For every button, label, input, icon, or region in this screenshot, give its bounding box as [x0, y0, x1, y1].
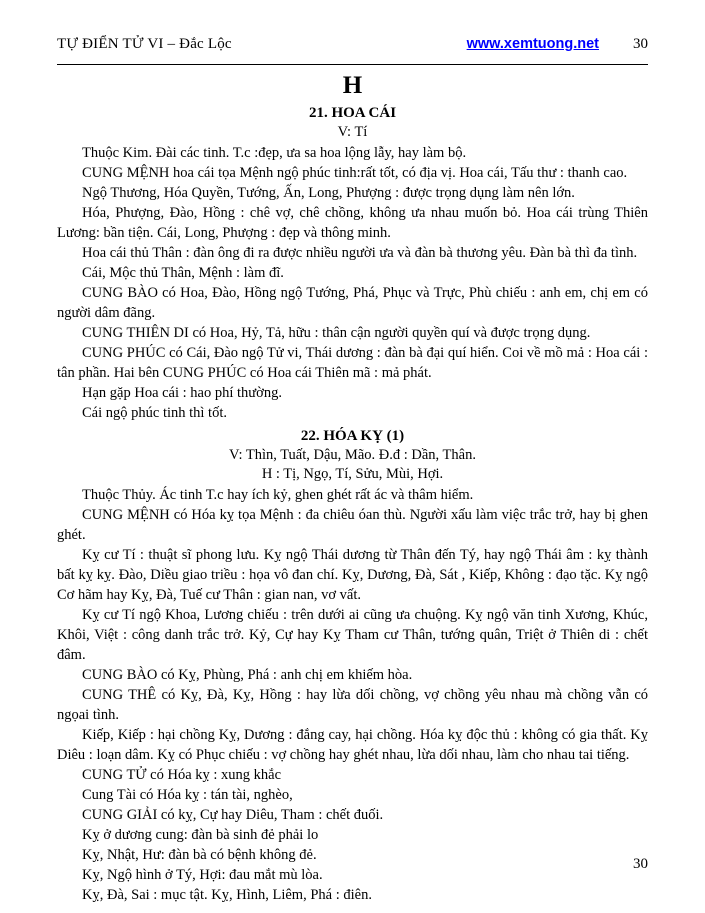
- entry-paragraph: Cung Tài có Hóa kỵ : tán tài, nghèo,: [82, 786, 293, 803]
- entry-paragraph: Kỵ, Nhật, Hư: đàn bà có bệnh không đẻ.: [82, 846, 317, 863]
- entry-paragraph: CUNG MỆNH hoa cái tọa Mệnh ngộ phúc tinh:rất tốt, có địa vị. Hoa cái, Tấu thư : thanh cao.: [82, 164, 628, 181]
- entry-paragraph: Thuộc Kim. Đài các tinh. T.c :đẹp, ưa sa hoa lộng lẫy, hay làm bộ.: [82, 144, 467, 161]
- entry-paragraph: CUNG BÀO có Hoa, Đào, Hồng ngộ Tướng, Phá, Phục và Trực, Phù chiếu : anh em, chị em có người dâm đãng.: [57, 284, 648, 321]
- entry-sublines: [57, 446, 648, 485]
- entry-paragraph: Cái, Mộc thủ Thân, Mệnh : làm đĩ.: [82, 264, 284, 281]
- page-header: [57, 36, 648, 53]
- entry-paragraph: CUNG PHÚC có Cái, Đào ngộ Tử vi, Thái dương : đàn bà đại quí hiển. Coi về mồ mả : Hoa cái : tân phần. Hai bên CUNG PHÚC có Hoa cái Thiên mã : mả phát.: [57, 344, 648, 381]
- entry-paragraph: CUNG THIÊN DI có Hoa, Hỷ, Tả, hữu : thân cận người quyền quí và được trọng dụng.: [82, 324, 591, 341]
- entry-paragraph: Hạn gặp Hoa cái : hao phí thường.: [82, 384, 282, 401]
- entry-paragraph: Kỵ, Ngộ hình ở Tý, Hợi: đau mắt mù lòa.: [82, 866, 323, 883]
- entry-paragraph: CUNG BÀO có Kỵ, Phùng, Phá : anh chị em khiếm hòa.: [82, 666, 413, 683]
- entry-heading: 22. HÓA KỴ (1): [300, 427, 405, 444]
- entry-paragraph: Cái ngộ phúc tinh thì tốt.: [82, 404, 227, 421]
- entry-paragraph: CUNG MỆNH có Hóa kỵ tọa Mệnh : đa chiêu óan thù. Người xấu làm việc trắc trở, hay bị ghen ghét.: [57, 506, 648, 543]
- entry-paragraph: CUNG GIẢI có kỵ, Cự hay Diêu, Tham : chết đuối.: [82, 806, 384, 823]
- entry-sublines: [57, 123, 648, 143]
- entry-paragraph: Ngộ Thương, Hóa Quyền, Tướng, Ấn, Long, Phượng : được trọng dụng làm nên lớn.: [82, 184, 575, 201]
- entry-paragraph: Hoa cái thủ Thân : đàn ông đi ra được nhiều người ưa và đàn bà thương yêu. Đàn bà thì đa tình.: [82, 244, 638, 261]
- dictionary-entry: [57, 104, 648, 423]
- header-right: [467, 36, 648, 53]
- entry-paragraphs: [57, 143, 648, 423]
- entry-subline: V: Thìn, Tuất, Dậu, Mão. Đ.đ : Dần, Thân.: [229, 446, 476, 463]
- entry-subline: H : Tị, Ngọ, Tí, Sửu, Mùi, Hợi.: [261, 466, 444, 482]
- header-divider: [57, 64, 648, 65]
- header-page-number: 30: [633, 36, 648, 52]
- entry-paragraph: Kiếp, Kiếp : hại chồng Kỵ, Dương : đắng cay, hại chồng. Hóa kỵ độc thủ : không có gia thất. Kỵ Diêu : loạn dâm. Kỵ có Phục chiếu : vợ chồng hay ghét nhau, lừa dối nhau, làm cho nhau tai tiếng.: [57, 726, 648, 763]
- website-link[interactable]: www.xemtuong.net: [466, 36, 599, 52]
- entry-subline: V: Tí: [337, 124, 368, 140]
- entry-paragraph: Kỵ cư Tí ngộ Khoa, Lương chiếu : trên dưới ai cũng ưa chuộng. Kỵ ngộ văn tinh Xương, Khúc, Khôi, Việt : công danh trắc trở. Kỷ, Cự hay Kỵ Tham cư Thân, tướng quân, Triệt ở Thiên di : chết đâm.: [57, 606, 648, 663]
- entry-paragraph: CUNG TỬ có Hóa kỵ : xung khắc: [82, 766, 282, 783]
- dictionary-entry: [57, 427, 648, 905]
- document-title: TỰ ĐIỂN TỬ VI – Đắc Lộc: [57, 36, 232, 52]
- footer-page-number: 30: [633, 856, 648, 872]
- entry-paragraph: Kỵ, Đà, Sai : mục tật. Kỵ, Hình, Liêm, Phá : điên.: [82, 886, 372, 903]
- entry-paragraph: Kỵ ở dương cung: đàn bà sinh đẻ phải lo: [82, 826, 319, 843]
- entry-paragraphs: [57, 485, 648, 905]
- entry-heading: 21. HOA CÁI: [308, 105, 397, 121]
- entry-paragraph: Kỵ cư Tí : thuật sĩ phong lưu. Kỵ ngộ Thái dương từ Thân đến Tý, hay ngộ Thái âm : kỵ thành bất kỵ kỵ. Đào, Diều giao triều : họa vô đan chí. Kỵ, Dương, Đà, Sát , Kiếp, Không : đạo tặc. Kỵ ngộ Cơ hãm hay Kỵ, Đà, Tuế cư Thân : gian nan, vơ vất.: [57, 546, 648, 603]
- entry-paragraph: CUNG THÊ có Kỵ, Đà, Kỵ, Hồng : hay lừa dối chồng, vợ chồng yêu nhau mà chồng vẫn có ngọai tình.: [57, 686, 648, 723]
- entry-paragraph: Hóa, Phượng, Đào, Hồng : chê vợ, chê chồng, không ưa nhau muốn bỏ. Hoa cái trùng Thiên Lương: bần tiện. Cái, Long, Phượng : đẹp và thông minh.: [57, 204, 648, 241]
- entry-paragraph: Thuộc Thủy. Ác tinh T.c hay ích kỷ, ghen ghét rất ác và thâm hiểm.: [82, 486, 474, 503]
- entry-list: [57, 104, 648, 905]
- letter-heading: H: [342, 72, 363, 99]
